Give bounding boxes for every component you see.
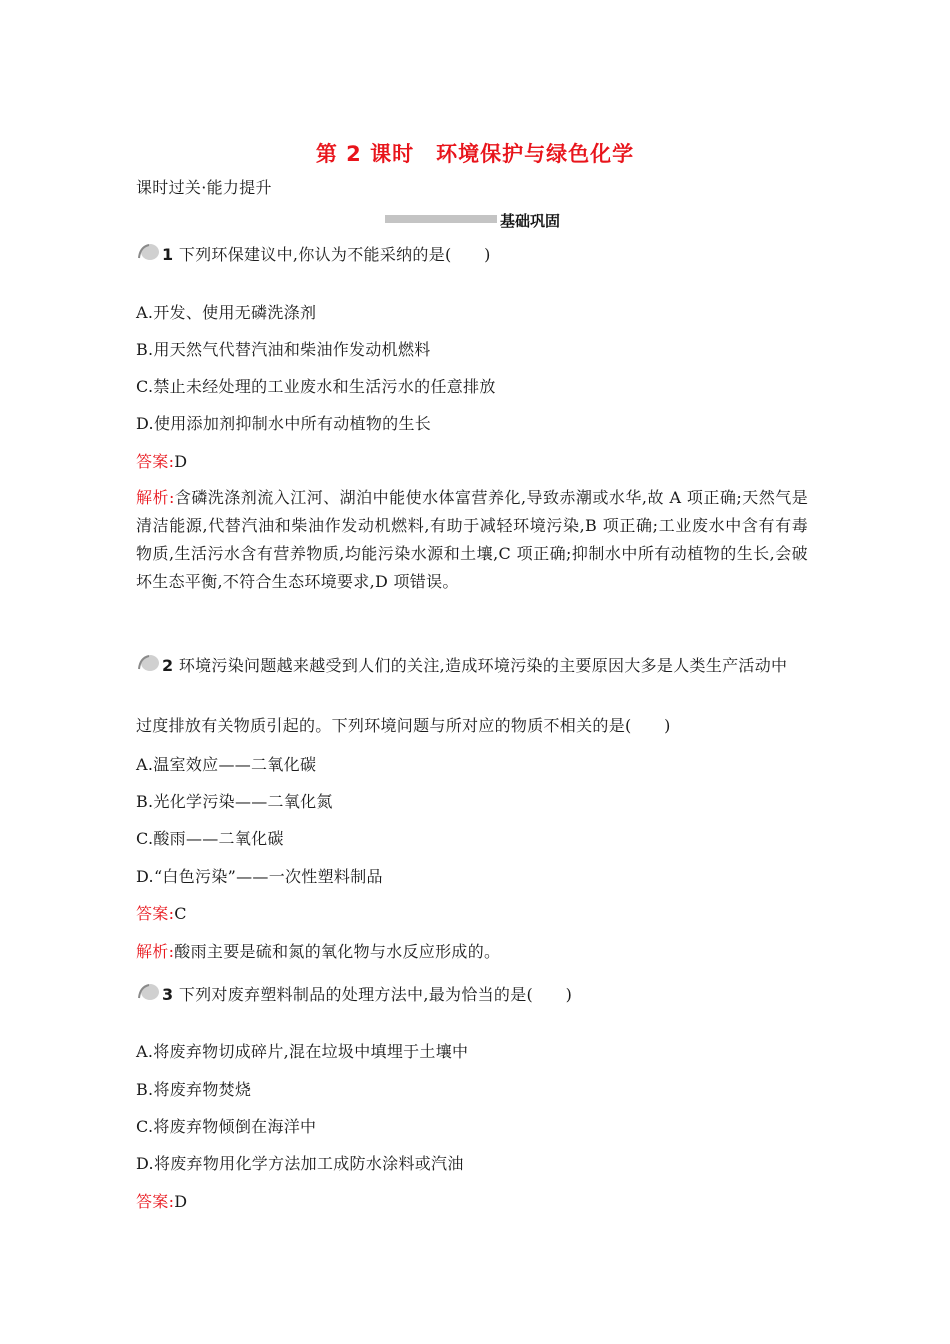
page-title: 第 2 课时 环境保护与绿色化学 (315, 142, 635, 166)
answer-line (136, 903, 187, 925)
option-a: A.将废弃物切成碎片,混在垃圾中填埋于土壤中 (136, 1042, 469, 1061)
answer-label: 答案: (136, 904, 175, 923)
question-marker-icon (136, 243, 160, 261)
option-b: B.将废弃物焚烧 (136, 1080, 252, 1099)
option-a: A.开发、使用无磷洗涤剂 (136, 303, 317, 322)
option-c: C.禁止未经处理的工业废水和生活污水的任意排放 (136, 377, 496, 396)
answer-value: D (174, 452, 188, 471)
question-text: 下列对废弃塑料制品的处理方法中,最为恰当的是( ) (178, 985, 573, 1004)
section-bar (385, 215, 497, 223)
analysis-text: 酸雨主要是硫和氮的氧化物与水反应形成的。 (174, 942, 501, 961)
option-d: D.使用添加剂抑制水中所有动植物的生长 (136, 414, 432, 433)
option-c: C.酸雨——二氧化碳 (136, 829, 284, 848)
question-text-cont: 过度排放有关物质引起的。下列环境问题与所对应的物质不相关的是( ) (136, 716, 671, 735)
option-c: C.将废弃物倾倒在海洋中 (136, 1117, 317, 1136)
option-a: A.温室效应——二氧化碳 (136, 755, 317, 774)
question-number: 1 (162, 245, 174, 264)
question-text: 下列环保建议中,你认为不能采纳的是( ) (178, 245, 491, 264)
question-number: 3 (162, 985, 174, 1004)
analysis-line (136, 941, 500, 963)
question-3-stem (162, 984, 572, 1006)
section-label: 基础巩固 (500, 212, 561, 230)
question-marker-icon (136, 983, 160, 1001)
answer-value: C (174, 904, 187, 923)
analysis-text: 含磷洗涤剂流入江河、湖泊中能使水体富营养化,导致赤潮或水华,故 A 项正确;天然气是清洁能源,代替汽油和柴油作发动机燃料,有助于减轻环境污染,B 项正确;工业废水中含有有毒物质,生活污水含有营养物质,均能污染水源和土壤,C 项正确;抑制水中所有动植物的生长,会破坏生态平衡,不符合生态环境要求,D 项错误。 (136, 488, 808, 591)
question-2-stem (162, 655, 787, 677)
answer-label: 答案: (136, 452, 175, 471)
answer-value: D (174, 1192, 188, 1211)
option-d: D.将废弃物用化学方法加工成防水涂料或汽油 (136, 1154, 464, 1173)
answer-line (136, 451, 187, 473)
answer-line (136, 1191, 187, 1213)
question-1-stem (162, 244, 491, 266)
analysis-label: 解析: (136, 488, 175, 507)
option-d: D.“白色污染”——一次性塑料制品 (136, 867, 383, 886)
option-b: B.用天然气代替汽油和柴油作发动机燃料 (136, 340, 431, 359)
answer-label: 答案: (136, 1192, 175, 1211)
analysis-label: 解析: (136, 942, 175, 961)
question-marker-icon (136, 654, 160, 672)
question-text: 环境污染问题越来越受到人们的关注,造成环境污染的主要原因大多是人类生产活动中 (178, 656, 788, 675)
question-number: 2 (162, 656, 174, 675)
page-subtitle: 课时过关·能力提升 (136, 178, 272, 197)
option-b: B.光化学污染——二氧化氮 (136, 792, 333, 811)
analysis-block (136, 484, 808, 596)
